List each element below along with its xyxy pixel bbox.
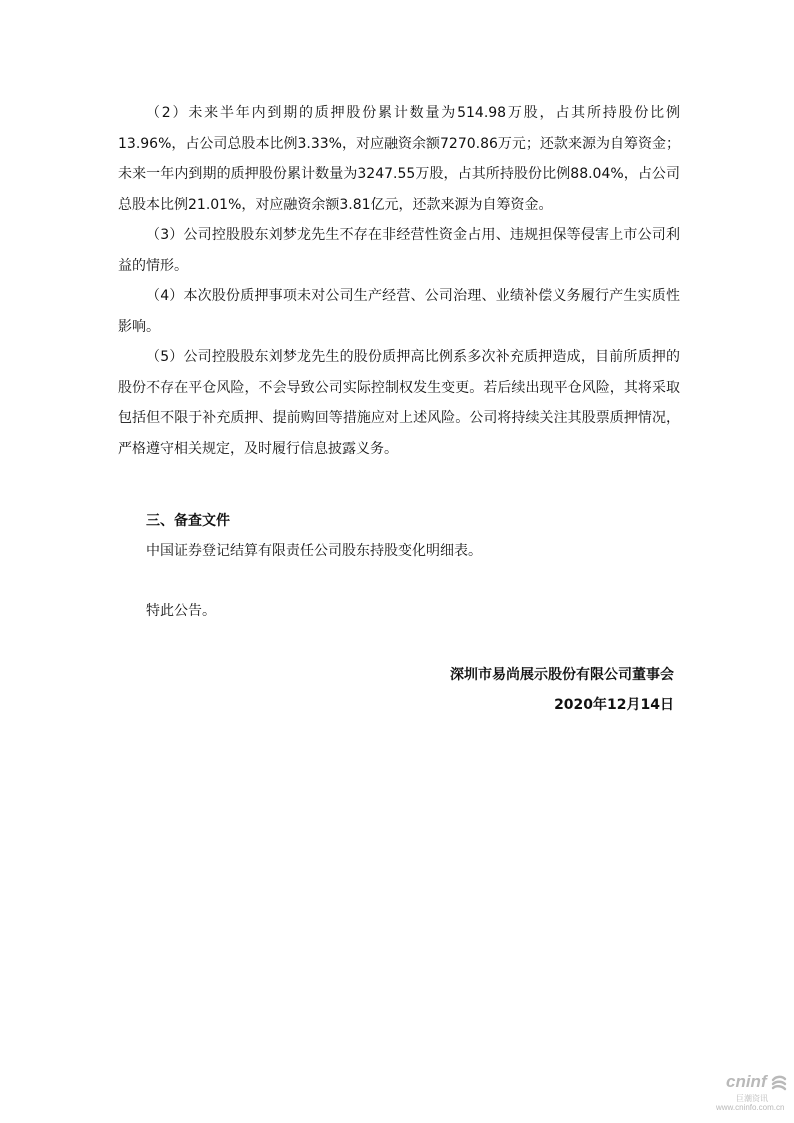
- watermark-chinese-name: 巨潮资讯: [736, 1094, 768, 1103]
- section-heading-reference-documents: 三、备查文件: [146, 513, 230, 529]
- signature-date: 2020年12月14日: [554, 697, 674, 713]
- watermark-word: cninf: [726, 1072, 767, 1091]
- closing-statement: 特此公告。: [146, 603, 216, 619]
- announcement-body: [118, 98, 680, 464]
- paragraph-item-5: （5）公司控股股东刘梦龙先生的股份质押高比例系多次补充质押造成，目前所质押的股份不存在平仓风险，不会导致公司实际控制权发生变更。若后续出现平仓风险，其将采取包括但不限于补充质押、提前购回等措施应对上述风险。公司将持续关注其股票质押情况，严格遵守相关规定，及时履行信息披露义务。: [118, 349, 680, 457]
- paragraph-item-3: （3）公司控股股东刘梦龙先生不存在非经营性资金占用、违规担保等侵害上市公司利益的情形。: [118, 227, 680, 274]
- paragraph-item-2: （2）未来半年内到期的质押股份累计数量为514.98万股，占其所持股份比例13.96%，占公司总股本比例3.33%，对应融资余额7270.86万元；还款来源为自筹资金；未来一年内到期的质押股份累计数量为3247.55万股，占其所持股份比例88.04%，占公司总股本比例21.01%，对应融资余额3.81亿元，还款来源为自筹资金。: [118, 105, 680, 213]
- paragraph-item-4: （4）本次股份质押事项未对公司生产经营、公司治理、业绩补偿义务履行产生实质性影响。: [118, 288, 680, 335]
- cninfo-logo-icon: [770, 1074, 788, 1096]
- signature-company: 深圳市易尚展示股份有限公司董事会: [450, 667, 674, 683]
- attachment-item: 中国证券登记结算有限责任公司股东持股变化明细表。: [146, 543, 482, 559]
- cninfo-watermark: [716, 1070, 790, 1114]
- watermark-url: www.cninfo.com.cn: [716, 1103, 785, 1112]
